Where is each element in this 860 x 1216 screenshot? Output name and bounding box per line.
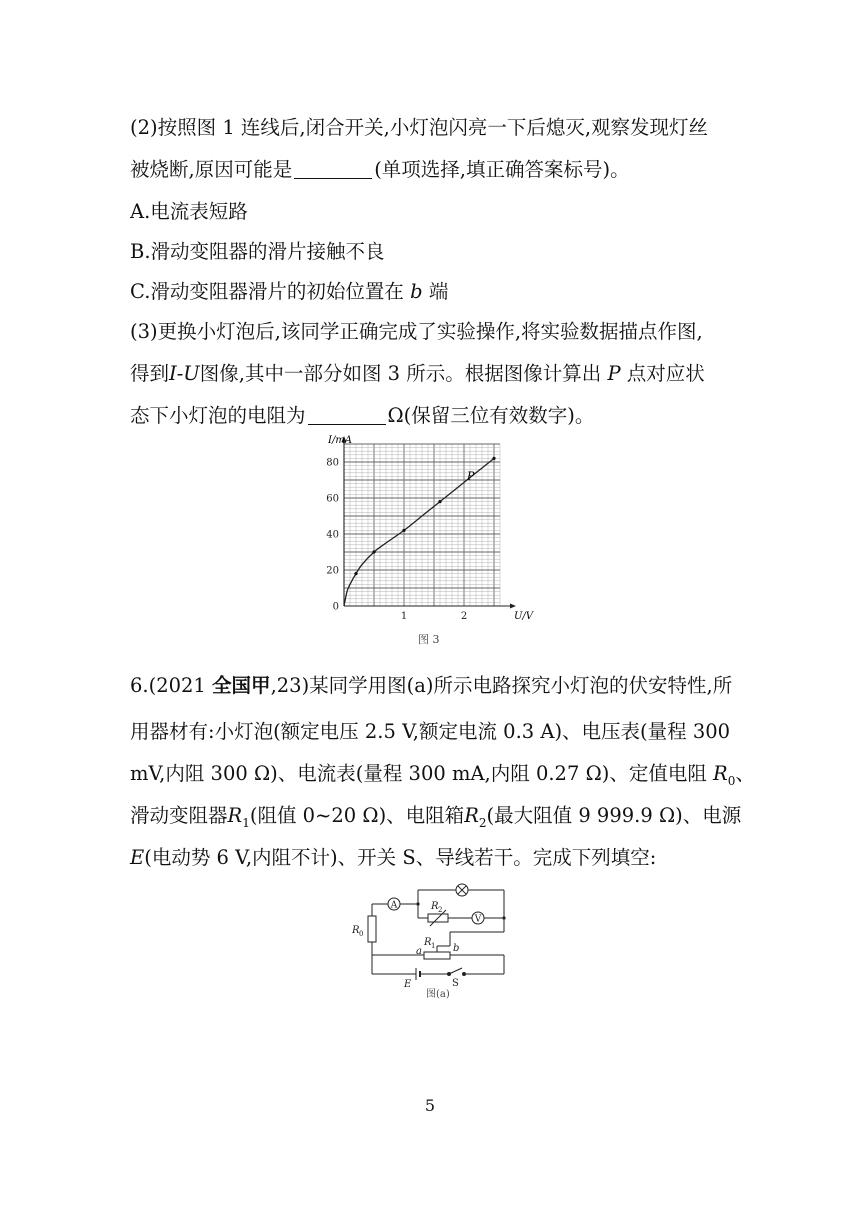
data-point — [354, 572, 357, 575]
option-b: B.滑动变阻器的滑片接触不良 — [130, 240, 385, 263]
q5-part3-line2 — [130, 364, 705, 384]
q6-r0: R — [713, 762, 728, 785]
x-tick-label: 2 — [460, 611, 468, 622]
data-point — [438, 500, 441, 503]
y-tick-label: 40 — [326, 529, 339, 541]
point-p-label: P — [467, 469, 475, 483]
r1-rheostat — [424, 952, 450, 959]
q6-l3-end: 、 — [735, 762, 755, 785]
option-a: A.电流表短路 — [130, 200, 248, 223]
r2-subscript: 2 — [438, 906, 443, 914]
q6-line3 — [130, 764, 755, 787]
q6-r2-sub: 2 — [478, 815, 487, 830]
q6-l4-end: (最大阻值 9 999.9 Ω)、电源 — [486, 804, 742, 827]
terminal-b-label: b — [453, 943, 460, 954]
q6-line5 — [130, 848, 656, 868]
q5-part2-line1: (2)按照图 1 连线后,闭合开关,小灯泡闪亮一下后熄灭,观察发现灯丝 — [130, 116, 709, 139]
answer-blank-2[interactable] — [308, 406, 386, 425]
y-axis-label: I/mA — [328, 435, 353, 446]
q6-number: 6.(2021 — [130, 674, 213, 697]
q6-e: E — [130, 846, 145, 869]
junction — [502, 916, 505, 919]
ammeter-label: A — [390, 900, 398, 911]
q6-source: 全国甲 — [212, 674, 271, 697]
x-tick-label: 1 — [400, 611, 408, 622]
q5-part3-p: P — [607, 362, 621, 385]
q5-part3-line3 — [130, 406, 594, 426]
q6-intro: ,23)某同学用图(a)所示电路探究小灯泡的伏安特性,所 — [270, 674, 733, 697]
q6-l3-text: mV,内阻 300 Ω)、电流表(量程 300 mA,内阻 0.27 Ω)、定值电阻 — [130, 762, 707, 785]
q5-part2-line2 — [130, 160, 630, 180]
r0-label: R — [352, 925, 360, 936]
circuit-diagram — [346, 882, 516, 1002]
r2-label: R — [431, 901, 439, 912]
r0-subscript: 0 — [359, 930, 364, 938]
junction — [416, 902, 419, 905]
option-c — [130, 282, 448, 302]
terminal-a-label: a — [416, 946, 422, 957]
q6-line4 — [130, 806, 741, 829]
q5-part3-t1: 得到 — [130, 362, 170, 385]
option-c-text: C.滑动变阻器滑片的初始位置在 — [130, 280, 404, 303]
x-axis-arrow — [510, 604, 516, 609]
data-point — [402, 529, 405, 532]
data-point — [372, 550, 375, 553]
q6-line2: 用器材有:小灯泡(额定电压 2.5 V,额定电流 0.3 A)、电压表(量程 300 — [130, 720, 731, 743]
q5-part3-iu: I-U — [169, 362, 200, 385]
source-e-label: E — [404, 979, 412, 990]
q6-r1-sub: 1 — [242, 815, 250, 830]
x-axis-label: U/V — [514, 611, 534, 622]
page-number: 5 — [424, 1096, 436, 1115]
option-c-end: 端 — [428, 280, 449, 303]
chart-grid — [344, 444, 500, 606]
y-tick-label: 20 — [326, 565, 339, 577]
q6-r0-sub: 0 — [727, 773, 736, 788]
q5-part3-line1: (3)更换小灯泡后,该同学正确完成了实验操作,将实验数据描点作图, — [130, 320, 703, 343]
y-tick-label: 0 — [332, 601, 339, 613]
q5-part3-t2: 图像,其中一部分如图 3 所示。根据图像计算出 — [199, 362, 602, 385]
q6-l4-mid: (阻值 0~20 Ω)、电阻箱 — [249, 804, 465, 827]
r1-subscript: 1 — [431, 942, 436, 950]
q5-part2-instruction: (单项选择,填正确答案标号)。 — [374, 158, 630, 181]
answer-blank-1[interactable] — [294, 160, 372, 179]
q6-l4-text: 滑动变阻器 — [130, 804, 228, 827]
switch-s-label: S — [452, 978, 459, 989]
option-c-var: b — [410, 280, 423, 303]
r1-label: R — [424, 937, 432, 948]
q5-part3-t5: Ω(保留三位有效数字)。 — [387, 404, 595, 427]
y-tick-label: 60 — [326, 493, 339, 505]
q6-r2: R — [464, 804, 479, 827]
switch-blade — [449, 968, 462, 974]
q6-r1: R — [227, 804, 243, 827]
q5-part3-t4: 态下小灯泡的电阻为 — [130, 404, 306, 427]
q5-part2-text: 被烧断,原因可能是 — [130, 158, 293, 181]
r0-resistor — [368, 916, 376, 942]
figure-3-caption: 图 3 — [418, 633, 440, 646]
y-tick-label: 80 — [326, 457, 339, 469]
q6-l5-text: (电动势 6 V,内阻不计)、开关 S、导线若干。完成下列填空: — [144, 846, 657, 869]
data-point — [492, 457, 495, 460]
figure-a-caption: 图(a) — [426, 989, 450, 1000]
voltmeter-label: V — [474, 914, 482, 925]
q6-line1 — [130, 676, 732, 696]
q5-part3-t3: 点对应状 — [626, 362, 705, 385]
figure-3-chart — [318, 432, 548, 652]
